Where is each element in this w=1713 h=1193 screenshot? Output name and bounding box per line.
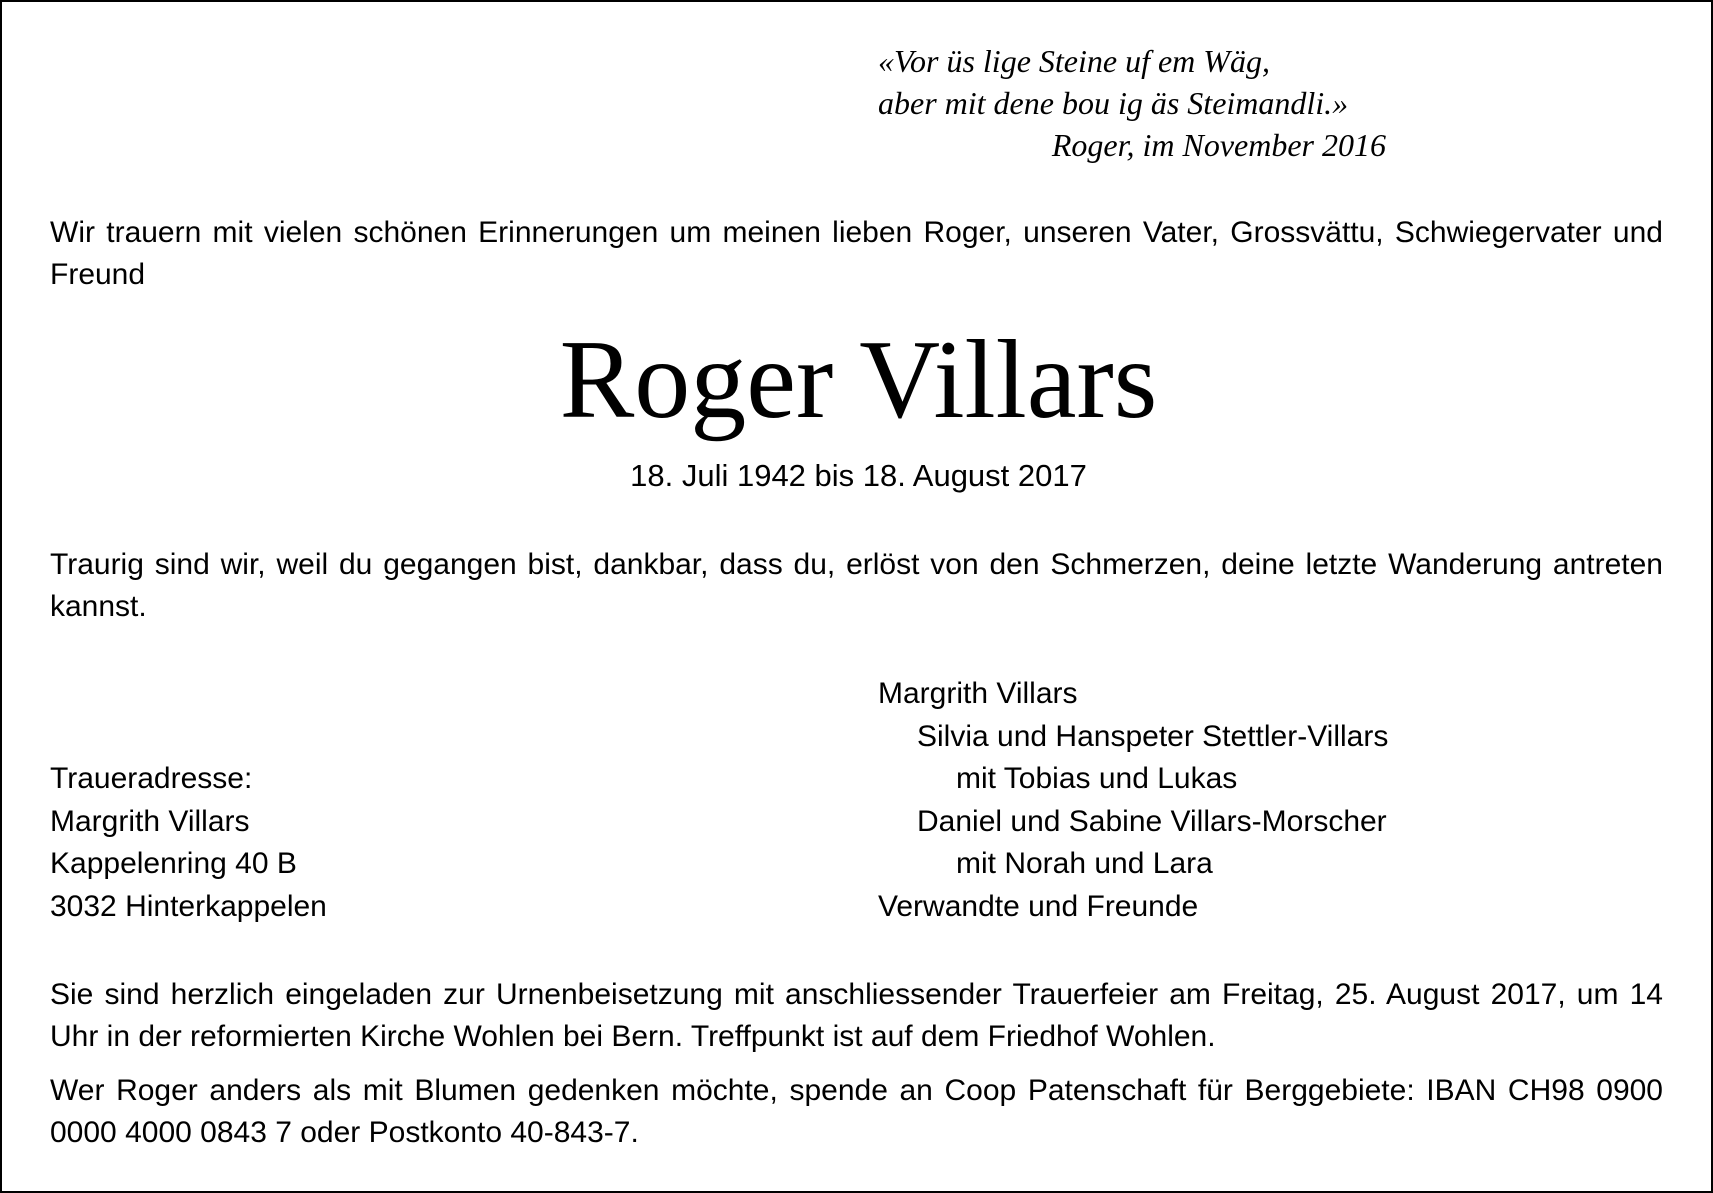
survivor-line: Margrith Villars	[878, 677, 1078, 710]
motto-signature: Roger, im November 2016	[1051, 127, 1386, 163]
address-city: 3032 Hinterkappelen	[50, 889, 327, 923]
life-dates: 18. Juli 1942 bis 18. August 2017	[630, 458, 1087, 493]
deceased-name: Roger Villars	[559, 318, 1158, 442]
motto-line: «Vor üs lige Steine uf em Wäg,	[878, 43, 1270, 79]
survivor-line: Daniel und Sabine Villars-Morscher	[917, 804, 1387, 838]
survivor-line: mit Norah und Lara	[956, 847, 1213, 880]
address-label: Traueradresse:	[50, 762, 253, 795]
mourning-address	[50, 758, 650, 928]
survivor-line: Silvia und Hanspeter Stettler-Villars	[917, 719, 1389, 753]
motto-line: aber mit dene bou ig äs Steimandli.»	[878, 85, 1349, 121]
address-street: Kappelenring 40 B	[50, 847, 297, 880]
intro-text: Wir trauern mit vielen schönen Erinnerungen um meinen lieben Roger, unseren Vater, Grossvättu, Schwiegervater und Freund	[50, 216, 1663, 291]
survivor-line: mit Tobias und Lukas	[956, 762, 1238, 795]
grief-text: Traurig sind wir, weil du gegangen bist, dankbar, dass du, erlöst von den Schmerzen, deine letzte Wanderung antreten kannst.	[50, 548, 1663, 623]
survivor-line: Verwandte und Freunde	[878, 889, 1199, 923]
survivors-list	[878, 673, 1598, 928]
invitation-text: Sie sind herzlich eingeladen zur Urnenbeisetzung mit anschliessender Trauerfeier am Freitag, 25. August 2017, um 14 Uhr in der reformierten Kirche Wohlen bei Bern. Treffpunkt ist auf dem Friedhof Wohlen.	[50, 978, 1663, 1053]
donation-text: Wer Roger anders als mit Blumen gedenken möchte, spende an Coop Patenschaft für Berggebiete: IBAN CH98 0900 0000 4000 0843 7 oder Postkonto 40-843-7.	[50, 1074, 1663, 1149]
address-name: Margrith Villars	[50, 804, 250, 838]
motto-quote	[878, 40, 1398, 166]
